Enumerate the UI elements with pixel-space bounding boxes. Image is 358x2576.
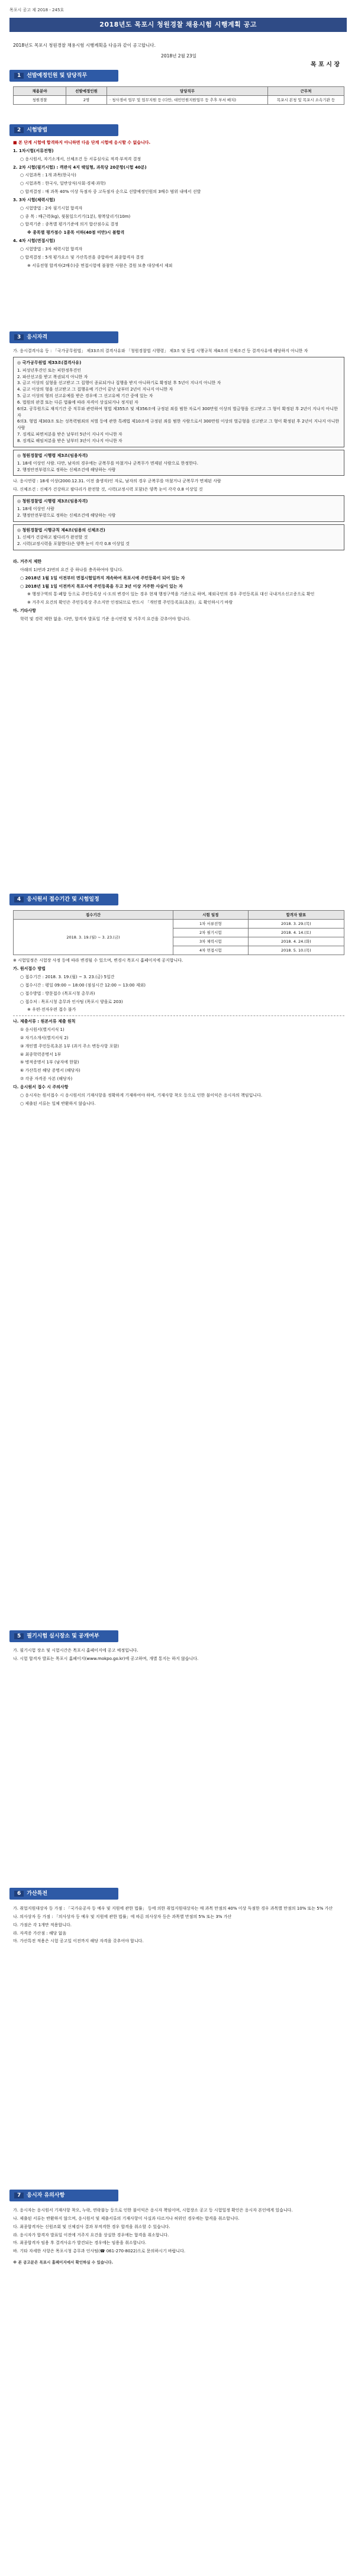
s3-item-na: 나. 응시연령 : 18세 이상(2000.12.31. 이전 출생자)인 자로, 남자의 경우 군복무를 마쳤거나 군복무가 면제된 사람	[13, 479, 221, 484]
s2-lead: ■ 본 단계 시험에 합격하지 아니하면 다음 단계 시험에 응시할 수 없습니다.	[13, 140, 151, 145]
s7-line: 다. 최종합격자는 신원조회 및 신체검사 결과 부적격한 경우 합격을 취소할 수 있습니다.	[13, 2224, 170, 2229]
box2-title: ◎ 청원경찰법 시행령 제3조(임용자격)	[17, 453, 88, 458]
s2-step4-c: ※ 서류전형 합격자(2배수)중 면접시험에 불참한 사람은 결원 보충 대상에서 제외	[27, 263, 173, 268]
s3-ra-1: ○ 2018년 1월 1일 이전부터 면접시험일까지 계속하여 목포시에 주민등록이 되어 있는 자	[20, 575, 185, 581]
th-count: 선발예정인원	[66, 87, 107, 96]
cell-result: 2018. 5. 10.(목)	[248, 946, 344, 955]
s2-step2-b: ○ 시험과목 : 한국사, 일반상식(사회·경제·과학)	[20, 181, 106, 186]
section-2-header: 2 시험방법	[9, 124, 118, 136]
s2-step2-a: ○ 시험과목 : 1개 과목(한국사)	[20, 173, 76, 178]
th-schedule: 시험 일정	[173, 911, 248, 920]
s4-sub2-title: 나. 제출서류 : 원본서류 제출 원칙	[13, 1019, 76, 1024]
s4-caution: ○ 응시자는 원서접수 시 응시원서의 기재사항을 정확하게 기재하여야 하며, 기재사항 착오 등으로 인한 불이익은 응시자의 책임입니다.	[20, 1092, 263, 1098]
section-2-body	[13, 140, 344, 271]
s2-step3-c: ○ 합격기준 : 종목별 평가기준에 의거 합산점수로 결정	[20, 222, 119, 227]
schedule-table	[13, 910, 344, 955]
th-field: 채용분야	[14, 87, 66, 96]
section-7-body	[13, 2207, 344, 2267]
box1-line: 6. 법원의 판결 또는 다른 법률에 따라 자격이 상실되거나 정지된 자	[17, 399, 138, 405]
s4-sub1-title: 가. 원서접수 방법	[13, 966, 46, 972]
intro	[13, 41, 344, 68]
s2-step4-title: 4. 4차 시험(면접시험)	[13, 238, 56, 244]
signer: 목 포 시 장	[310, 62, 340, 68]
s4-doc: ⑤ 병적증명서 1부 (남자에 한함)	[20, 1060, 79, 1065]
box3-line: 2. 행정안전부령으로 정하는 신체조건에 해당하는 사람	[17, 512, 116, 518]
box3-line: 1. 18세 이상인 사람	[17, 506, 54, 511]
s7-line: 가. 응시자는 응시원서 기재사항 착오, 누락, 연락불능 등으로 인한 불이익은 응시자 책임이며, 시험장소 공고 등 시험일정 확인은 응시자 본인에게 있습니다.	[13, 2208, 293, 2213]
s2-step4-b: ○ 합격결정 : 5개 평가요소 및 가산특전을 종합하여 최종합격자 결정	[20, 254, 144, 260]
s4-doc: ⑦ 각종 자격증 사본 (해당자)	[20, 1076, 73, 1082]
s6-line: 다. 가점은 각 1개만 적용합니다.	[13, 1922, 72, 1927]
s4-doc: ① 응시원서(별지서식 1)	[20, 1027, 64, 1033]
th-duty: 담당직무	[107, 87, 268, 96]
cell-result: 2018. 3. 29.(목)	[248, 920, 344, 928]
box-physical-conditions	[13, 524, 344, 551]
s2-step1-body: ○ 응시원서, 자기소개서, 신체조건 등 서류심사로 적격·부적격 결정	[20, 156, 141, 162]
s2-step2-c: ○ 합격결정 : 매 과목 40% 이상 득점자 중 고득점자 순으로 선발예정인원의 3배수 범위 내에서 선발	[20, 189, 201, 195]
s4-sub1-b: ○ 접수시간 : 평일 09:00 ~ 18:00 (점심시간 12:00 ~ 13:00 제외)	[20, 982, 146, 988]
box1-line: 1. 피성년후견인 또는 피한정후견인	[17, 367, 82, 373]
s5-line: 가. 필기시험 장소 및 시험시간은 목포시 홈페이지에 공고 예정입니다.	[13, 1648, 138, 1653]
page-title: 2018년도 목포시 청원경찰 채용시험 시행계획 공고	[9, 18, 347, 32]
box1-line: 5. 금고 이상의 형의 선고유예를 받은 경우에 그 선고유예 기간 중에 있는 자	[17, 394, 153, 399]
section-5-header: 5 필기시험 실시장소 및 공개여부	[9, 1630, 118, 1642]
s4-sub1-e: ※ 우편·전자우편 접수 불가	[27, 1007, 76, 1013]
cell-stage: 2차 필기시험	[173, 928, 248, 937]
box1-line: 2. 파산선고를 받고 복권되지 아니한 자	[17, 374, 88, 379]
section-5-body	[13, 1648, 344, 1664]
s3-ra-body: 아래의 1)번과 2)번의 요건 중 하나를 충족하여야 합니다.	[20, 567, 124, 572]
s4-sub1-d: ○ 접수처 : 목포시청 총무과 인사팀 (목포시 양을로 203)	[20, 999, 123, 1004]
box-civil-service-law	[13, 357, 344, 447]
announcement-number: 목포시 공고 제 2018 - 245호	[9, 8, 64, 12]
s3-lead: 가. 응시결격사유 등 : 「국가공무원법」 제33조의 결격사유와 「청원경찰법 시행령」 제3조 및 동법 시행규칙 제4조의 신체조건 등 결격사유에 해당하지 아니한 자	[13, 349, 308, 353]
s6-line: 가. 취업지원대상자 등 가점 : 「국가유공자 등 예우 및 지원에 관한 법률」 등에 의한 취업지원대상자는 매 과목 만점의 40% 이상 득점한 경우 과목별 만점의 10% 또는 5% 가산	[13, 1906, 333, 1911]
cell-duty: · 청사경비 업무 및 업무지원 등 (다만, 대민민원지원업무 등 추후 부서 배치)	[107, 96, 268, 105]
box1-line: 4. 금고 이상의 형을 선고받고 그 집행유예 기간이 끝난 날부터 2년이 지나지 아니한 자	[17, 387, 173, 392]
s4-doc: ② 자기소개서(별지서식 2)	[20, 1035, 69, 1040]
cell-period: 2018. 3. 19.(월) ~ 3. 23.(금)	[14, 920, 173, 955]
cell-result: 2018. 4. 24.(화)	[248, 937, 344, 946]
box-guard-law-qualification	[13, 450, 344, 476]
section-4-body	[13, 910, 344, 1109]
s4-doc: ③ 개인별 주민등록초본 1부 (과거 주소 변동사항 포함)	[20, 1043, 120, 1049]
section-1-header: 1 선발예정인원 및 담당직무	[9, 70, 118, 82]
cell-result: 2018. 4. 14.(토)	[248, 928, 344, 937]
s3-item-ma: 마. 기타사항	[13, 608, 36, 614]
s4-doc: ④ 최종학력증명서 1부	[20, 1052, 62, 1057]
s2-step1-title: 1. 1차시험(서류전형)	[13, 148, 54, 153]
s6-line: 라. 자격증 가산점 : 해당 없음	[13, 1930, 67, 1936]
box3-title: ◎ 청원경찰법 시행령 제3조(임용자격)	[17, 499, 88, 504]
section-7-header: 7 응시자 유의사항	[9, 2190, 118, 2201]
s3-ma-body: 학력 및 경력 제한 없음. 다만, 합격자 발표일 기준 응시연령 및 거주지 요건을 갖추어야 합니다.	[20, 617, 191, 621]
th-workplace: 근무처	[268, 87, 344, 96]
box1-line: 3. 금고 이상의 실형을 선고받고 그 집행이 종료되거나 집행을 받지 아니하기로 확정된 후 5년이 지나지 아니한 자	[17, 381, 221, 386]
cell-count: 2명	[66, 96, 107, 105]
divider	[13, 1015, 344, 1016]
s3-ra-4: ※ 거주지 요건의 확인은 주민등록상 주소지만 인정되므로 반드시 「개인별 주민등록표(초본)」로 확인하시기 바람	[27, 600, 233, 605]
th-period: 접수기간	[14, 911, 173, 920]
cell-stage: 4차 면접시험	[173, 946, 248, 955]
s6-line: 마. 가산특전 적용은 시험 공고일 이전까지 해당 자격을 갖추어야 합니다.	[13, 1939, 144, 1944]
section-4-header: 4 응시원서 접수기간 및 시험일정	[9, 894, 118, 905]
s2-step3-d: ※ 종목별 평가점수 1종목 이하(40점 미만)시 불합격	[27, 230, 125, 236]
th-result: 합격자 발표	[248, 911, 344, 920]
s2-step3-a: ○ 시험방법 : 2차 필기시험 합격자	[20, 205, 83, 211]
s2-step4-a: ○ 시험방법 : 3차 체력시험 합격자	[20, 246, 83, 252]
box1-title: ◎ 국가공무원법 제33조(결격사유)	[17, 360, 82, 365]
box1-line: 6의3. 형법 제303조 또는 성폭력범죄의 처벌 등에 관한 특례법 제10조에 규정된 죄를 범한 사람으로서 300만원 이상의 벌금형을 선고받고 그 형이 확정된 후 2년이 지나지 아니한 사람	[17, 419, 340, 431]
section-6-header: 6 가산특전	[9, 1888, 118, 1900]
box4-title: ◎ 청원경찰법 시행규칙 제4조(임용의 신체조건)	[17, 527, 105, 533]
s7-line: 나. 제출된 서류는 반환하지 않으며, 응시원서 및 제출서류의 기재사항이 사실과 다르거나 허위인 경우에는 합격을 취소합니다.	[13, 2216, 240, 2221]
s7-line: 바. 기타 자세한 사항은 목포시청 총무과 인사팀(☎ 061-270-8022)으로 문의하시기 바랍니다.	[13, 2249, 186, 2254]
box2-line: 2. 행정안전부령으로 정하는 신체조건에 해당하는 사람	[17, 467, 116, 472]
cell-workplace: 목포시 본청 및 목포시 소속기관 등	[268, 96, 344, 105]
s4-note: ※ 시험일정은 시험장 사정 등에 따라 변경될 수 있으며, 변경시 목포시 홈페이지에 공지합니다.	[13, 958, 183, 963]
intro-text: 2018년도 목포시 청원경찰 채용시험 시행계획을 다음과 같이 공고합니다.	[13, 43, 156, 48]
box-guard-qualification-2	[13, 495, 344, 522]
cell-stage: 3차 체력시험	[173, 937, 248, 946]
s6-line: 나. 의사상자 등 가점 : 「의사상자 등 예우 및 지원에 관한 법률」에 따른 의사상자 등은 과목별 만점의 5% 또는 3% 가산	[13, 1914, 232, 1919]
s4-sub3-title: 다. 응시원서 접수 시 주의사항	[13, 1084, 69, 1089]
box4-line: 1. 신체가 건강하고 팔다리가 완전할 것	[17, 535, 88, 540]
box1-line: 8. 징계로 해임처분을 받은 날부터 3년이 지나지 아니한 자	[17, 438, 122, 443]
box1-line: 7. 징계로 파면처분을 받은 날부터 5년이 지나지 아니한 자	[17, 432, 122, 437]
s3-ra-2: ○ 2018년 1월 1일 이전까지 목포시에 주민등록을 두고 3년 이상 거주한 사실이 있는 자	[20, 583, 183, 589]
cell-stage: 1차 서류전형	[173, 920, 248, 928]
s4-sub1-c: ○ 접수방법 : 방문접수 (목포시청 총무과)	[20, 991, 95, 996]
box1-line: 6의2. 공무원으로 재직기간 중 직무와 관련하여 형법 제355조 및 제356조에 규정된 죄를 범한 자로서 300만원 이상의 벌금형을 선고받고 그 형이 확정된 후 2년이 지나지 아니한 자	[17, 406, 338, 418]
box2-line: 1. 18세 이상인 사람. 다만, 남자의 경우에는 군복무를 마쳤거나 군복무가 면제된 사람으로 한정한다.	[17, 460, 198, 466]
s5-line: 나. 시험 합격자 발표는 목포시 홈페이지(www.mokpo.go.kr)에 공고하며, 개별 통지는 하지 않습니다.	[13, 1656, 199, 1661]
s2-step3-title: 3. 3차 시험(체력시험)	[13, 197, 56, 202]
announcement-date: 2018년 2월 23일	[161, 53, 196, 59]
s7-final-note: ※ 본 공고문은 목포시 홈페이지에서 확인하실 수 있습니다.	[13, 2260, 114, 2265]
s7-line: 마. 최종합격자 임용 후 결격사유가 발견되는 경우에는 임용을 취소합니다.	[13, 2240, 147, 2246]
s3-item-da: 다. 신체조건 : 신체가 건강하고 팔다리가 완전할 것, 시력(교정시력 포함)은 양쪽 눈이 각각 0.8 이상일 것	[13, 487, 203, 492]
s2-step3-b: ○ 종 목 : 배근력(kg), 윗몸일으키기(1분), 왕복달리기(10m)	[20, 214, 131, 219]
cell-field: 청원경찰	[14, 96, 66, 105]
s4-sub1-a: ○ 접수기간 : 2018. 3. 19.(월) ~ 3. 23.(금) 5일간	[20, 975, 115, 979]
s4-caution: ○ 제출된 서류는 일체 반환하지 않습니다.	[20, 1101, 96, 1106]
s2-step2-title: 2. 2차 시험(필기시험) : 객관식 4지 택일형, 과목당 20문항(시험 40분)	[13, 165, 147, 170]
box4-line: 2. 시력(교정시력을 포함한다)은 양쪽 눈이 각각 0.8 이상일 것	[17, 541, 130, 547]
s3-item-ra: 라. 거주지 제한	[13, 559, 42, 565]
section-1-body	[13, 86, 344, 105]
positions-table	[13, 86, 344, 105]
section-3-body	[13, 348, 344, 624]
section-6-body	[13, 1906, 344, 1946]
s7-line: 라. 응시자가 합격자 발표일 이전에 거주지 요건을 상실한 경우에는 합격을 취소합니다.	[13, 2232, 169, 2238]
section-3-header: 3 응시자격	[9, 331, 118, 343]
s4-doc: ⑥ 가산특전 해당 증명서 (해당자)	[20, 1068, 80, 1073]
s3-ra-3: ※ 행정구역의 통·폐합 등으로 주민등록상 시·도의 변경이 있는 경우 현재 행정구역을 기준으로 하며, 재외국민의 경우 주민등록표 대신 국내거소신고증으로 확인	[27, 592, 315, 597]
